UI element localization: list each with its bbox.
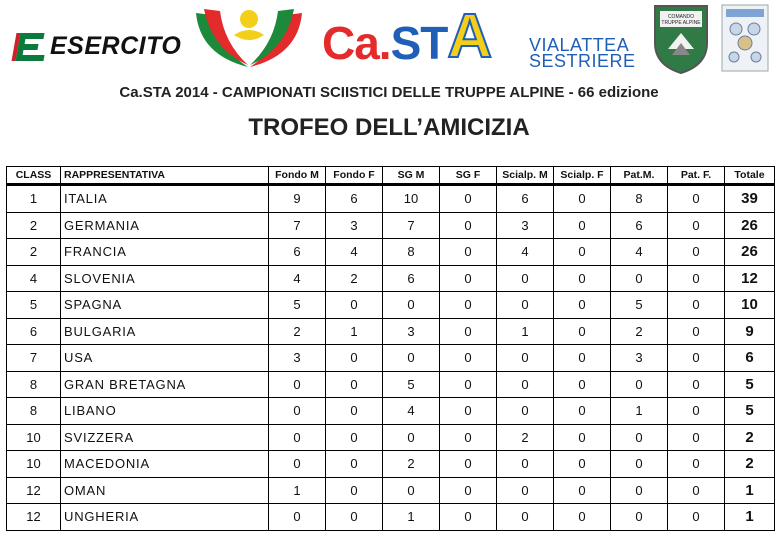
column-header-totale: Totale xyxy=(725,167,775,185)
cell-scialp-m: 0 xyxy=(497,504,554,531)
cell-sg-f: 0 xyxy=(440,318,497,345)
cell-pat-m: 0 xyxy=(611,371,668,398)
cell-team: USA xyxy=(61,345,269,372)
cell-fondo-m: 0 xyxy=(269,504,326,531)
cell-scialp-f: 0 xyxy=(554,371,611,398)
cell-pat-m: 0 xyxy=(611,451,668,478)
cell-pat-f: 0 xyxy=(668,318,725,345)
cell-pat-f: 0 xyxy=(668,371,725,398)
cell-fondo-f: 0 xyxy=(326,477,383,504)
casta-logo-a: A xyxy=(447,2,493,71)
cell-scialp-m: 0 xyxy=(497,345,554,372)
cell-totale: 1 xyxy=(725,504,775,531)
cell-scialp-m: 0 xyxy=(497,265,554,292)
esercito-e-mark xyxy=(14,33,48,61)
cell-fondo-f: 3 xyxy=(326,212,383,239)
table-row xyxy=(7,451,775,478)
cell-sg-m: 8 xyxy=(383,239,440,266)
table-header-row xyxy=(7,167,775,185)
results-table xyxy=(6,166,775,531)
cell-sg-m: 6 xyxy=(383,265,440,292)
cell-scialp-m: 4 xyxy=(497,239,554,266)
comando-truppe-alpine-shield-icon xyxy=(652,3,710,75)
cell-sg-f: 0 xyxy=(440,212,497,239)
column-header-team: RAPPRESENTATIVA xyxy=(61,167,269,185)
cell-totale: 5 xyxy=(725,371,775,398)
page-title: TROFEO DELL’AMICIZIA xyxy=(248,114,530,141)
cell-scialp-f: 0 xyxy=(554,451,611,478)
cell-scialp-f: 0 xyxy=(554,504,611,531)
cell-fondo-f: 0 xyxy=(326,424,383,451)
cell-sg-f: 0 xyxy=(440,424,497,451)
cell-sg-f: 0 xyxy=(440,371,497,398)
cell-fondo-f: 0 xyxy=(326,371,383,398)
cell-fondo-m: 3 xyxy=(269,345,326,372)
cell-sg-m: 0 xyxy=(383,292,440,319)
cell-class: 12 xyxy=(7,504,61,531)
cell-totale: 26 xyxy=(725,239,775,266)
cell-scialp-f: 0 xyxy=(554,292,611,319)
cell-totale: 12 xyxy=(725,265,775,292)
cell-team: MACEDONIA xyxy=(61,451,269,478)
cell-pat-m: 4 xyxy=(611,239,668,266)
cell-totale: 5 xyxy=(725,398,775,425)
cell-sg-m: 2 xyxy=(383,451,440,478)
column-header-sg-f: SG F xyxy=(440,167,497,185)
cell-fondo-m: 0 xyxy=(269,424,326,451)
table-row xyxy=(7,265,775,292)
cell-pat-f: 0 xyxy=(668,451,725,478)
cell-pat-m: 3 xyxy=(611,345,668,372)
table-row xyxy=(7,185,775,213)
cell-totale: 2 xyxy=(725,424,775,451)
column-header-fondo-f: Fondo F xyxy=(326,167,383,185)
cell-fondo-m: 1 xyxy=(269,477,326,504)
cell-sg-m: 10 xyxy=(383,185,440,213)
cell-sg-f: 0 xyxy=(440,398,497,425)
cell-class: 10 xyxy=(7,451,61,478)
cell-sg-m: 1 xyxy=(383,504,440,531)
cell-pat-f: 0 xyxy=(668,239,725,266)
cell-fondo-m: 7 xyxy=(269,212,326,239)
cell-sg-m: 0 xyxy=(383,477,440,504)
cell-scialp-m: 0 xyxy=(497,371,554,398)
cell-totale: 9 xyxy=(725,318,775,345)
cell-fondo-m: 0 xyxy=(269,398,326,425)
cell-totale: 26 xyxy=(725,212,775,239)
cell-pat-m: 0 xyxy=(611,265,668,292)
casta-logo-ca: Ca. xyxy=(322,17,391,69)
column-header-fondo-m: Fondo M xyxy=(269,167,326,185)
cell-fondo-m: 2 xyxy=(269,318,326,345)
cell-pat-m: 0 xyxy=(611,424,668,451)
cell-team: OMAN xyxy=(61,477,269,504)
cell-class: 2 xyxy=(7,239,61,266)
cell-pat-m: 5 xyxy=(611,292,668,319)
vialattea-logo-line2: SESTRIERE xyxy=(529,51,636,71)
cell-scialp-m: 1 xyxy=(497,318,554,345)
cell-class: 8 xyxy=(7,371,61,398)
cell-pat-f: 0 xyxy=(668,504,725,531)
cell-totale: 1 xyxy=(725,477,775,504)
cell-class: 1 xyxy=(7,185,61,213)
cell-pat-m: 2 xyxy=(611,318,668,345)
cell-team: ITALIA xyxy=(61,185,269,213)
table-row xyxy=(7,398,775,425)
table-row xyxy=(7,318,775,345)
cell-sg-m: 4 xyxy=(383,398,440,425)
cell-team: BULGARIA xyxy=(61,318,269,345)
comando-logo-line1: COMANDO xyxy=(667,14,695,20)
cell-pat-m: 1 xyxy=(611,398,668,425)
casta-logo xyxy=(322,2,493,71)
cell-fondo-m: 6 xyxy=(269,239,326,266)
cell-fondo-f: 1 xyxy=(326,318,383,345)
cell-fondo-f: 0 xyxy=(326,451,383,478)
cell-sg-f: 0 xyxy=(440,504,497,531)
regione-coat-of-arms-icon xyxy=(720,3,770,73)
table-row xyxy=(7,504,775,531)
table-row xyxy=(7,292,775,319)
cell-fondo-m: 0 xyxy=(269,371,326,398)
cell-fondo-m: 0 xyxy=(269,451,326,478)
cell-fondo-f: 0 xyxy=(326,504,383,531)
cell-team: UNGHERIA xyxy=(61,504,269,531)
cell-pat-m: 8 xyxy=(611,185,668,213)
cell-fondo-f: 2 xyxy=(326,265,383,292)
table-row xyxy=(7,345,775,372)
table-row xyxy=(7,371,775,398)
casta-logo-st: ST xyxy=(390,17,448,69)
cell-sg-m: 3 xyxy=(383,318,440,345)
cell-sg-f: 0 xyxy=(440,185,497,213)
cell-pat-f: 0 xyxy=(668,185,725,213)
table-row xyxy=(7,424,775,451)
cell-scialp-m: 0 xyxy=(497,477,554,504)
cell-pat-f: 0 xyxy=(668,265,725,292)
cell-totale: 10 xyxy=(725,292,775,319)
cell-class: 5 xyxy=(7,292,61,319)
cell-team: GRAN BRETAGNA xyxy=(61,371,269,398)
cell-totale: 39 xyxy=(725,185,775,213)
cell-totale: 6 xyxy=(725,345,775,372)
column-header-pat-m: Pat.M. xyxy=(611,167,668,185)
cell-fondo-m: 4 xyxy=(269,265,326,292)
cell-team: SPAGNA xyxy=(61,292,269,319)
page-subtitle: Ca.STA 2014 - CAMPIONATI SCIISTICI DELLE TRUPPE ALPINE - 66 edizione xyxy=(119,84,659,101)
cell-pat-f: 0 xyxy=(668,477,725,504)
cell-sg-m: 7 xyxy=(383,212,440,239)
cell-scialp-f: 0 xyxy=(554,345,611,372)
cell-sg-f: 0 xyxy=(440,451,497,478)
cell-scialp-f: 0 xyxy=(554,424,611,451)
cell-scialp-m: 3 xyxy=(497,212,554,239)
cell-sg-f: 0 xyxy=(440,265,497,292)
cell-pat-f: 0 xyxy=(668,212,725,239)
cell-scialp-f: 0 xyxy=(554,318,611,345)
cell-scialp-f: 0 xyxy=(554,239,611,266)
cell-fondo-f: 4 xyxy=(326,239,383,266)
column-header-scialp-f: Scialp. F xyxy=(554,167,611,185)
cell-class: 10 xyxy=(7,424,61,451)
cell-sg-m: 0 xyxy=(383,345,440,372)
column-header-scialp-m: Scialp. M xyxy=(497,167,554,185)
column-header-sg-m: SG M xyxy=(383,167,440,185)
column-header-class: CLASS xyxy=(7,167,61,185)
cell-class: 12 xyxy=(7,477,61,504)
cell-pat-f: 0 xyxy=(668,398,725,425)
cell-scialp-f: 0 xyxy=(554,185,611,213)
cell-team: SVIZZERA xyxy=(61,424,269,451)
cell-scialp-m: 0 xyxy=(497,398,554,425)
cell-pat-m: 0 xyxy=(611,477,668,504)
cell-class: 4 xyxy=(7,265,61,292)
cell-pat-f: 0 xyxy=(668,424,725,451)
comando-logo-line2: TRUPPE ALPINE xyxy=(661,20,701,26)
cell-sg-f: 0 xyxy=(440,345,497,372)
cell-totale: 2 xyxy=(725,451,775,478)
cell-scialp-m: 0 xyxy=(497,451,554,478)
cell-fondo-f: 0 xyxy=(326,398,383,425)
table-row xyxy=(7,239,775,266)
cell-pat-f: 0 xyxy=(668,292,725,319)
column-header-pat-f: Pat. F. xyxy=(668,167,725,185)
cell-fondo-m: 5 xyxy=(269,292,326,319)
cell-team: LIBANO xyxy=(61,398,269,425)
cell-scialp-f: 0 xyxy=(554,212,611,239)
cell-team: GERMANIA xyxy=(61,212,269,239)
cell-team: FRANCIA xyxy=(61,239,269,266)
cell-scialp-m: 0 xyxy=(497,292,554,319)
table-row xyxy=(7,212,775,239)
cell-class: 6 xyxy=(7,318,61,345)
cell-sg-f: 0 xyxy=(440,239,497,266)
cell-fondo-f: 0 xyxy=(326,292,383,319)
cell-scialp-f: 0 xyxy=(554,265,611,292)
cell-sg-m: 5 xyxy=(383,371,440,398)
cell-pat-f: 0 xyxy=(668,345,725,372)
esercito-logo xyxy=(14,32,181,61)
cell-class: 8 xyxy=(7,398,61,425)
cell-fondo-f: 0 xyxy=(326,345,383,372)
cell-scialp-f: 0 xyxy=(554,398,611,425)
vialattea-logo-line1: VIALATTEA xyxy=(529,35,630,55)
vialattea-sestriere-logo xyxy=(529,37,636,69)
esercito-logo-text: ESERCITO xyxy=(50,32,182,60)
cell-class: 7 xyxy=(7,345,61,372)
cell-scialp-f: 0 xyxy=(554,477,611,504)
cell-pat-m: 6 xyxy=(611,212,668,239)
cell-scialp-m: 6 xyxy=(497,185,554,213)
casta-swoosh-logo xyxy=(190,5,308,73)
cell-team: SLOVENIA xyxy=(61,265,269,292)
cell-class: 2 xyxy=(7,212,61,239)
cell-pat-m: 0 xyxy=(611,504,668,531)
cell-sg-f: 0 xyxy=(440,292,497,319)
cell-sg-f: 0 xyxy=(440,477,497,504)
cell-scialp-m: 2 xyxy=(497,424,554,451)
cell-fondo-m: 9 xyxy=(269,185,326,213)
cell-sg-m: 0 xyxy=(383,424,440,451)
table-row xyxy=(7,477,775,504)
cell-fondo-f: 6 xyxy=(326,185,383,213)
header xyxy=(0,0,778,80)
